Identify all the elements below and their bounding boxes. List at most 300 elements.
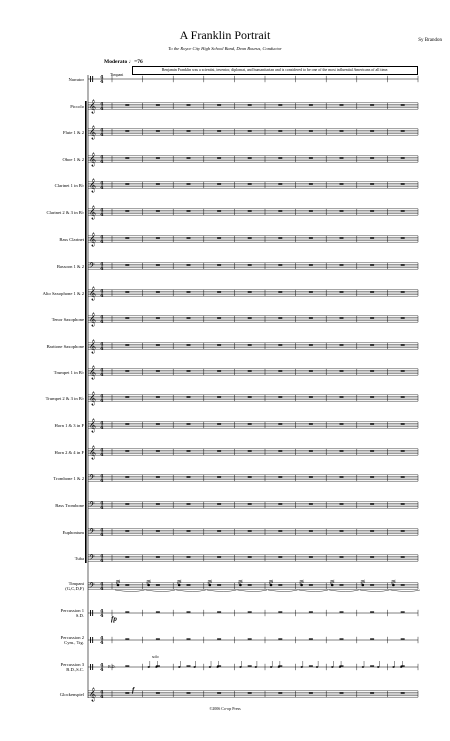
whole-rest (370, 423, 374, 424)
time-signature-denominator: 4 (100, 532, 104, 538)
whole-rest (125, 556, 129, 557)
timpani-note (392, 584, 395, 587)
whole-rest (278, 503, 282, 504)
whole-rest (156, 237, 160, 238)
bass-clef-icon: 𝄢 (89, 528, 95, 538)
whole-rest (401, 210, 405, 211)
whole-rest (125, 692, 129, 693)
whole-rest (340, 476, 344, 477)
tie (268, 590, 298, 592)
time-signature-denominator: 4 (100, 79, 104, 85)
bass-clef-icon: 𝄢 (89, 582, 95, 592)
time-signature-numerator: 4 (100, 473, 104, 480)
instrument-name: Clarinet 2 & 3 in B♭ (46, 209, 84, 215)
whole-rest (187, 237, 191, 238)
time-signature-denominator: 4 (100, 640, 104, 646)
tie (115, 590, 145, 592)
whole-rest (401, 130, 405, 131)
whole-rest (340, 344, 344, 345)
tie (329, 590, 359, 592)
time-signature-denominator: 4 (100, 558, 104, 564)
whole-rest (340, 584, 344, 585)
whole-rest (156, 157, 160, 158)
tie (176, 590, 206, 592)
whole-rest (309, 210, 313, 211)
whole-rest (248, 264, 252, 265)
whole-rest (370, 210, 374, 211)
whole-rest (217, 291, 221, 292)
whole-rest (125, 210, 129, 211)
whole-rest (248, 611, 252, 612)
whole-rest (340, 104, 344, 105)
whole-rest (187, 556, 191, 557)
whole-rest (187, 692, 191, 693)
time-signature-denominator: 4 (100, 239, 104, 245)
treble-clef-icon: 𝄞 (89, 445, 97, 459)
whole-rest (309, 157, 313, 158)
whole-rest (248, 291, 252, 292)
whole-rest (156, 104, 160, 105)
whole-rest (248, 157, 252, 158)
time-signature-numerator: 4 (100, 341, 104, 348)
whole-rest (217, 423, 221, 424)
whole-rest (370, 130, 374, 131)
whole-rest (370, 450, 374, 451)
tempo-text: Moderato (104, 59, 128, 65)
instrument-name: Oboe 1 & 2 (62, 156, 84, 162)
percussion-clef-icon (92, 637, 93, 643)
tremolo-slash (116, 581, 120, 582)
whole-rest (370, 503, 374, 504)
whole-rest (340, 317, 344, 318)
whole-rest (370, 638, 374, 639)
tie (237, 590, 267, 592)
percussion-note (216, 666, 218, 668)
time-signature-numerator: 4 (100, 207, 104, 214)
instrument-name: Alto Saxophone 1 & 2 (42, 290, 84, 296)
whole-rest (217, 264, 221, 265)
whole-rest (248, 396, 252, 397)
whole-rest (156, 692, 160, 693)
tremolo-slash (361, 581, 365, 582)
tremolo-slash (391, 580, 395, 581)
whole-rest (187, 396, 191, 397)
time-signature-denominator: 4 (100, 266, 104, 272)
whole-rest (340, 157, 344, 158)
instrument-name: Glockenspiel (59, 691, 84, 697)
whole-rest (187, 183, 191, 184)
bass-clef-icon: 𝄢 (89, 262, 95, 272)
whole-rest (309, 665, 313, 666)
whole-rest (125, 450, 129, 451)
whole-rest (156, 476, 160, 477)
whole-rest (370, 476, 374, 477)
time-signature-denominator: 4 (100, 185, 104, 191)
dynamic-fp: fp (111, 615, 117, 623)
instrument-name: Tenor Saxophone (51, 316, 84, 322)
instrument-name: Piccolo (70, 103, 84, 109)
whole-rest (187, 104, 191, 105)
whole-rest (187, 530, 191, 531)
whole-rest (278, 450, 282, 451)
metronome-mark: ♩=76 (128, 59, 143, 65)
whole-rest (401, 344, 405, 345)
whole-rest (309, 317, 313, 318)
whole-rest (401, 476, 405, 477)
whole-rest (125, 476, 129, 477)
whole-rest (278, 584, 282, 585)
treble-clef-icon: 𝄞 (89, 339, 97, 353)
whole-rest (248, 210, 252, 211)
whole-rest (187, 157, 191, 158)
instrument-name: Trumpet 1 in B♭ (53, 369, 84, 375)
whole-rest (340, 692, 344, 693)
whole-rest (248, 476, 252, 477)
time-signature-denominator: 4 (100, 293, 104, 299)
whole-rest (217, 183, 221, 184)
whole-rest (370, 611, 374, 612)
instrument-name: Timpani (G,C,D,F) (65, 581, 84, 591)
whole-rest (248, 130, 252, 131)
whole-rest (370, 556, 374, 557)
whole-rest (278, 476, 282, 477)
whole-rest (370, 183, 374, 184)
tremolo-slash (116, 580, 120, 581)
whole-rest (217, 503, 221, 504)
tie (390, 590, 420, 592)
whole-rest (340, 264, 344, 265)
whole-rest (156, 396, 160, 397)
whole-rest (187, 210, 191, 211)
whole-rest (340, 291, 344, 292)
whole-rest (401, 291, 405, 292)
whole-rest (309, 370, 313, 371)
whole-rest (340, 130, 344, 131)
whole-rest (309, 611, 313, 612)
whole-rest (401, 183, 405, 184)
bass-clef-icon: 𝄢 (89, 501, 95, 511)
whole-rest (340, 370, 344, 371)
whole-rest (309, 503, 313, 504)
whole-rest (156, 210, 160, 211)
whole-rest (401, 396, 405, 397)
timpani-note (147, 584, 150, 587)
whole-rest (125, 370, 129, 371)
tremolo-slash (177, 580, 181, 581)
dedication: To the Royce City High School Band, Dean Bourus, Conductor (168, 46, 282, 51)
whole-rest (217, 210, 221, 211)
time-signature-denominator: 4 (100, 132, 104, 138)
percussion-note (178, 666, 180, 668)
whole-rest (309, 423, 313, 424)
whole-rest (156, 638, 160, 639)
whole-rest (278, 638, 282, 639)
whole-rest (187, 423, 191, 424)
whole-rest (125, 291, 129, 292)
whole-rest (309, 638, 313, 639)
time-signature-numerator: 4 (100, 154, 104, 161)
whole-rest (309, 183, 313, 184)
whole-rest (217, 584, 221, 585)
tremolo-slash (208, 581, 212, 582)
whole-rest (248, 665, 252, 666)
whole-rest (217, 450, 221, 451)
whole-rest (278, 264, 282, 265)
time-signature-denominator: 4 (100, 452, 104, 458)
whole-rest (278, 237, 282, 238)
instrument-name: Percussion 2 Cym., Trg. (60, 635, 84, 645)
whole-rest (187, 130, 191, 131)
whole-rest (217, 638, 221, 639)
bass-clef-icon: 𝄢 (89, 474, 95, 484)
whole-rest (370, 530, 374, 531)
whole-rest (217, 611, 221, 612)
tremolo-slash (238, 580, 242, 581)
whole-rest (401, 370, 405, 371)
time-signature-denominator: 4 (100, 398, 104, 404)
time-signature-numerator: 4 (100, 393, 104, 400)
system-bracket (85, 101, 87, 563)
whole-rest (340, 210, 344, 211)
whole-rest (370, 665, 374, 666)
whole-rest (309, 264, 313, 265)
whole-rest (125, 130, 129, 131)
whole-rest (248, 237, 252, 238)
whole-rest (278, 423, 282, 424)
percussion-note (362, 666, 364, 668)
time-signature-denominator: 4 (100, 106, 104, 112)
whole-rest (278, 183, 282, 184)
tremolo-slash (330, 580, 334, 581)
time-signature-numerator: 4 (100, 553, 104, 560)
whole-rest (125, 530, 129, 531)
whole-rest (278, 344, 282, 345)
whole-rest (370, 104, 374, 105)
whole-rest (340, 423, 344, 424)
instrument-name: Bass Clarinet (59, 236, 84, 242)
whole-rest (370, 264, 374, 265)
time-signature-denominator: 4 (100, 694, 104, 700)
time-signature-denominator: 4 (100, 586, 104, 592)
time-signature-denominator: 4 (100, 613, 104, 619)
whole-rest (248, 183, 252, 184)
whole-rest (125, 665, 129, 666)
instrument-name: Horn 1 & 3 in F (54, 422, 84, 428)
time-signature-numerator: 4 (100, 367, 104, 374)
whole-rest (370, 157, 374, 158)
whole-rest (125, 423, 129, 424)
whole-rest (217, 237, 221, 238)
dynamic-f: f (132, 686, 135, 694)
tremolo-slash (300, 580, 304, 581)
whole-rest (370, 692, 374, 693)
whole-rest (278, 210, 282, 211)
time-signature-denominator: 4 (100, 505, 104, 511)
tremolo-slash (300, 581, 304, 582)
tremolo-slash (147, 580, 151, 581)
treble-clef-icon: 𝄞 (89, 391, 97, 405)
instrument-name: Bass Trombone (55, 502, 84, 508)
treble-clef-icon: 𝄞 (89, 125, 97, 139)
whole-rest (125, 317, 129, 318)
time-signature-numerator: 4 (100, 420, 104, 427)
whole-rest (217, 317, 221, 318)
instrument-name: Bassoon 1 & 2 (56, 263, 84, 269)
whole-rest (278, 291, 282, 292)
whole-rest (248, 692, 252, 693)
time-signature-numerator: 4 (100, 288, 104, 295)
whole-rest (217, 130, 221, 131)
whole-rest (217, 396, 221, 397)
whole-rest (309, 476, 313, 477)
time-signature-numerator: 4 (100, 234, 104, 241)
whole-rest (248, 370, 252, 371)
percussion-note (339, 666, 341, 668)
treble-clef-icon: 𝄞 (89, 205, 97, 219)
percussion-note (148, 666, 150, 668)
tremolo-slash (147, 581, 151, 582)
timpani-note (117, 584, 120, 587)
percussion-clef-icon (90, 610, 91, 616)
whole-rest (156, 423, 160, 424)
whole-rest (309, 396, 313, 397)
narration-box: Benjamin Franklin was a scientist, inventor, diplomat, and humanitarian and is considered to be one of the most influential Americans of all time. (132, 66, 418, 75)
whole-rest (217, 530, 221, 531)
time-signature-denominator: 4 (100, 159, 104, 165)
whole-rest (370, 396, 374, 397)
whole-rest (309, 104, 313, 105)
treble-clef-icon: 𝄞 (89, 312, 97, 326)
percussion-clef-icon (92, 664, 93, 670)
instrument-name: Baritone Saxophone (46, 343, 84, 349)
whole-rest (401, 157, 405, 158)
whole-rest (217, 556, 221, 557)
time-signature-numerator: 4 (100, 581, 104, 588)
whole-rest (248, 423, 252, 424)
whole-rest (309, 237, 313, 238)
percussion-clef-icon (92, 610, 93, 616)
whole-rest (156, 130, 160, 131)
percussion-note (239, 666, 241, 668)
whole-rest (278, 370, 282, 371)
whole-rest (248, 584, 252, 585)
whole-rest (125, 638, 129, 639)
percussion-note (193, 666, 195, 668)
whole-rest (248, 104, 252, 105)
time-signature-numerator: 4 (100, 500, 104, 507)
instrument-name: Horn 2 & 4 in F (54, 449, 84, 455)
whole-rest (125, 344, 129, 345)
whole-rest (278, 396, 282, 397)
whole-rest (217, 344, 221, 345)
whole-rest (187, 611, 191, 612)
whole-rest (248, 638, 252, 639)
whole-rest (187, 317, 191, 318)
time-signature-numerator: 4 (100, 608, 104, 615)
whole-rest (156, 344, 160, 345)
whole-rest (370, 317, 374, 318)
whole-rest (217, 692, 221, 693)
whole-rest (156, 556, 160, 557)
percussion-note (270, 666, 272, 668)
instrument-name: Percussion 1 S.D. (60, 608, 84, 618)
tremolo-slash (391, 581, 395, 582)
whole-rest (278, 530, 282, 531)
whole-rest (340, 396, 344, 397)
whole-rest (401, 104, 405, 105)
tremolo-slash (361, 580, 365, 581)
whole-rest (309, 556, 313, 557)
time-signature-denominator: 4 (100, 212, 104, 218)
whole-rest (125, 237, 129, 238)
tie (207, 590, 237, 592)
percussion-clef-icon (90, 637, 91, 643)
time-signature-numerator: 4 (100, 314, 104, 321)
whole-rest (125, 396, 129, 397)
whole-rest (278, 611, 282, 612)
whole-rest (125, 157, 129, 158)
timpani-cue: Timpani (110, 72, 124, 77)
time-signature-denominator: 4 (100, 372, 104, 378)
whole-rest (156, 584, 160, 585)
bass-clef-icon: 𝄢 (89, 554, 95, 564)
whole-rest (248, 530, 252, 531)
treble-clef-icon: 𝄞 (89, 232, 97, 246)
whole-rest (309, 291, 313, 292)
whole-rest (125, 503, 129, 504)
whole-rest (156, 317, 160, 318)
whole-rest (401, 692, 405, 693)
whole-rest (309, 692, 313, 693)
whole-rest (217, 104, 221, 105)
timpani-note (300, 584, 303, 587)
whole-rest (278, 692, 282, 693)
whole-rest (370, 237, 374, 238)
score-title: A Franklin Portrait (179, 28, 271, 42)
percussion-note (316, 666, 318, 668)
time-signature-numerator: 4 (100, 74, 104, 81)
percussion-note (255, 666, 257, 668)
timpani-note (209, 584, 212, 587)
time-signature-denominator: 4 (100, 425, 104, 431)
whole-rest (401, 556, 405, 557)
instrument-name: Tuba (74, 555, 84, 561)
timpani-note (178, 584, 181, 587)
timpani-note (270, 584, 273, 587)
time-signature-denominator: 4 (100, 478, 104, 484)
whole-rest (401, 264, 405, 265)
whole-rest (248, 503, 252, 504)
whole-rest (125, 611, 129, 612)
whole-rest (187, 264, 191, 265)
time-signature-numerator: 4 (100, 689, 104, 696)
whole-rest (156, 264, 160, 265)
whole-rest (187, 638, 191, 639)
whole-rest (401, 423, 405, 424)
percussion-note (209, 666, 211, 668)
whole-rest (187, 584, 191, 585)
tie (299, 590, 329, 592)
whole-rest (187, 476, 191, 477)
tremolo-slash (208, 580, 212, 581)
whole-rest (248, 344, 252, 345)
whole-rest (309, 530, 313, 531)
time-signature-numerator: 4 (100, 101, 104, 108)
percussion-note (301, 666, 303, 668)
treble-clef-icon: 𝄞 (89, 286, 97, 300)
tie (360, 590, 390, 592)
timpani-note (239, 584, 242, 587)
